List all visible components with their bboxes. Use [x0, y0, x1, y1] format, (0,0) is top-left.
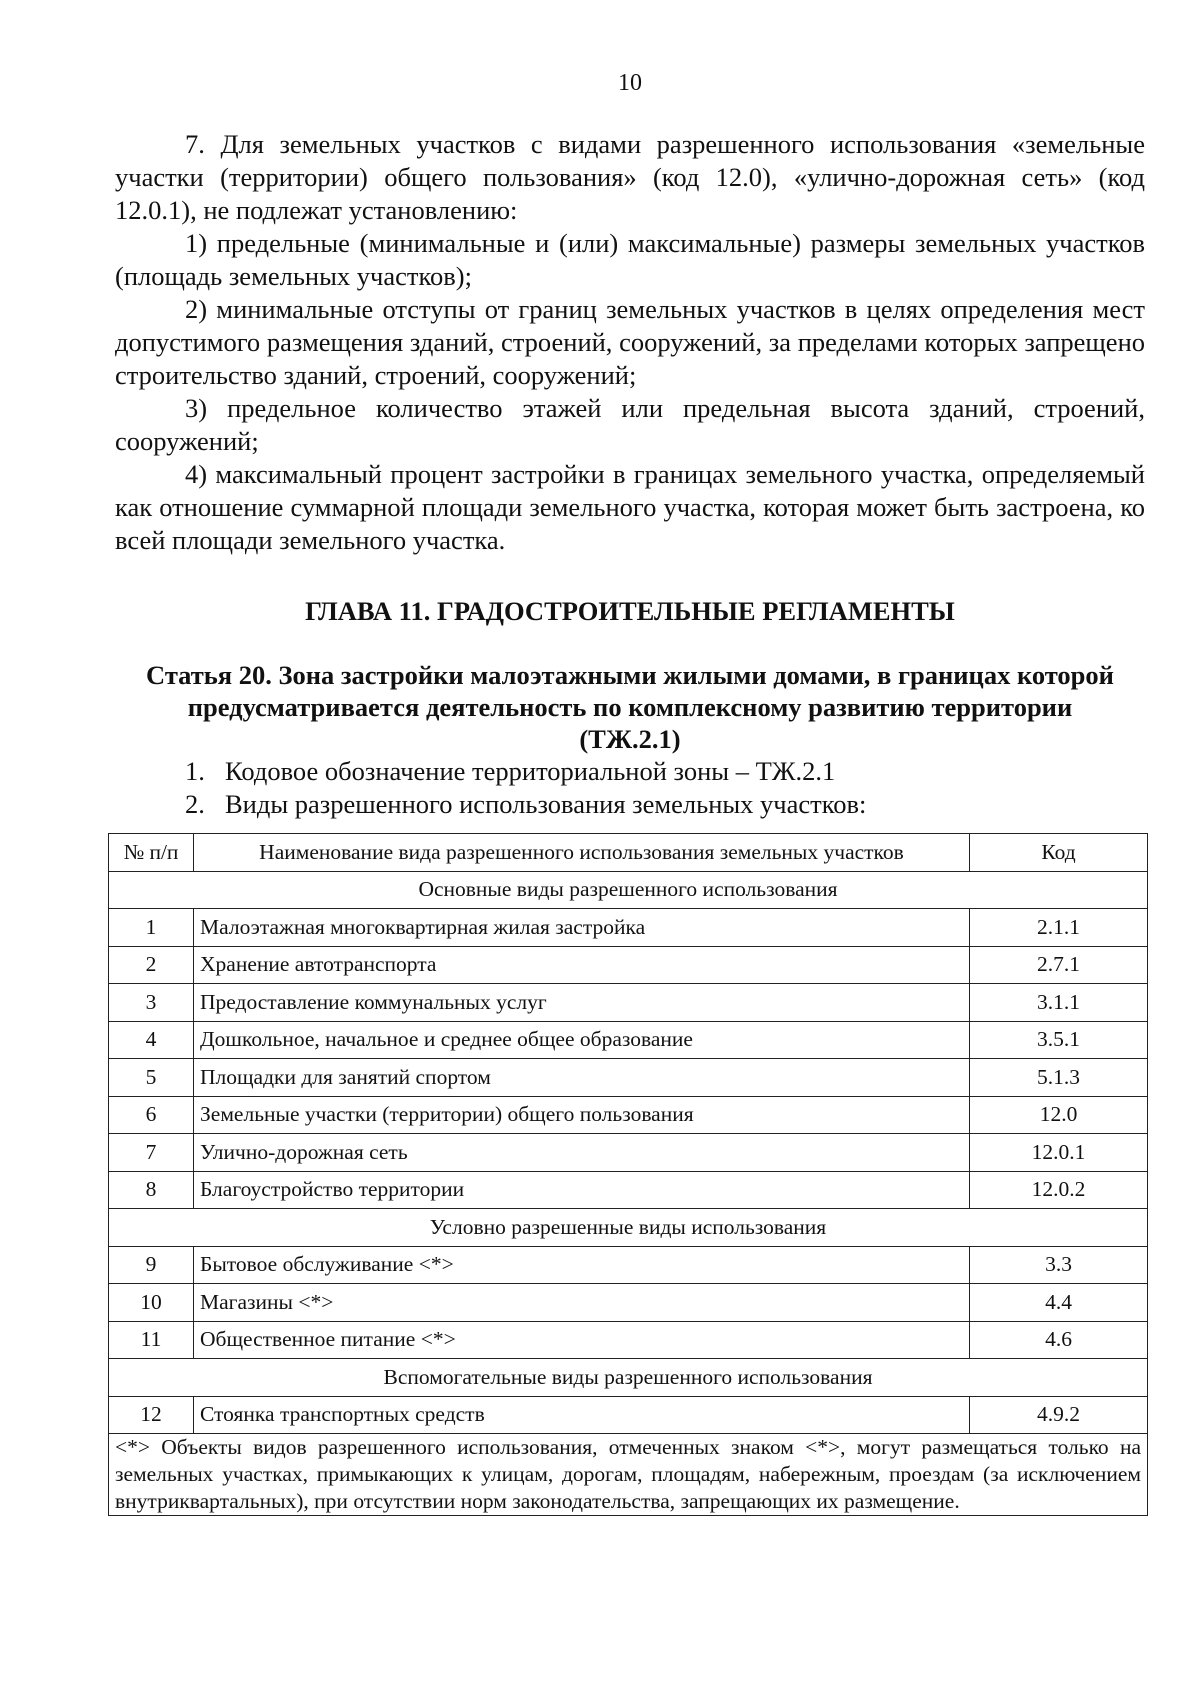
row-code: 12.0.1: [970, 1134, 1148, 1172]
header-code: Код: [970, 834, 1148, 872]
row-name: Магазины <*>: [194, 1284, 970, 1322]
header-name: Наименование вида разрешенного использования земельных участков: [194, 834, 970, 872]
list-item: [115, 788, 1145, 821]
row-code: 2.7.1: [970, 946, 1148, 984]
list-item: [115, 755, 1145, 788]
table-row: [109, 1396, 1148, 1434]
list-item-text: Кодовое обозначение территориальной зоны – ТЖ.2.1: [225, 756, 836, 786]
row-code: 4.9.2: [970, 1396, 1148, 1434]
row-code: 4.6: [970, 1321, 1148, 1359]
table-row: [109, 984, 1148, 1022]
row-name: Стоянка транспортных средств: [194, 1396, 970, 1434]
paragraph-item-7: 7. Для земельных участков с видами разрешенного использования «земельные участки (территории) общего пользования» (код 12.0), «улично-дорожная сеть» (код 12.0.1), не подлежат установлению:: [115, 129, 1145, 225]
document-body: [115, 128, 1145, 821]
list-item-number: 2.: [185, 789, 205, 819]
row-number: 3: [109, 984, 194, 1022]
row-code: 3.5.1: [970, 1021, 1148, 1059]
row-name: Площадки для занятий спортом: [194, 1059, 970, 1097]
row-code: 3.3: [970, 1246, 1148, 1284]
row-number: 6: [109, 1096, 194, 1134]
section-title: Основные виды разрешенного использования: [109, 871, 1148, 909]
row-number: 9: [109, 1246, 194, 1284]
table-footnote: <*> Объекты видов разрешенного использования, отмеченных знаком <*>, могут размещаться только на земельных участках, примыкающих к улицам, дорогам, площадям, набережным, проездам (за исключением внутриквартальных), при отсутствии норм законодательства, запрещающих их размещение.: [109, 1434, 1148, 1516]
row-code: 2.1.1: [970, 909, 1148, 947]
table-row: [109, 1021, 1148, 1059]
article-title: Статья 20. Зона застройки малоэтажными жилыми домами, в границах которой предусматривается деятельность по комплексному развитию территории (ТЖ.2.1): [146, 660, 1114, 754]
row-name: Улично-дорожная сеть: [194, 1134, 970, 1172]
row-number: 11: [109, 1321, 194, 1359]
row-code: 12.0: [970, 1096, 1148, 1134]
table-header-row: [109, 834, 1148, 872]
table-row: [109, 909, 1148, 947]
table-row: [109, 1284, 1148, 1322]
row-name: Малоэтажная многоквартирная жилая застройка: [194, 909, 970, 947]
paragraph-subitem-4: 4) максимальный процент застройки в границах земельного участка, определяемый как отношение суммарной площади земельного участка, которая может быть застроена, ко всей площади земельного участка.: [115, 459, 1145, 555]
header-number: № п/п: [109, 834, 194, 872]
land-use-table: [108, 833, 1148, 1516]
row-number: 5: [109, 1059, 194, 1097]
chapter-title: ГЛАВА 11. ГРАДОСТРОИТЕЛЬНЫЕ РЕГЛАМЕНТЫ: [305, 596, 955, 626]
row-code: 12.0.2: [970, 1171, 1148, 1209]
row-name: Бытовое обслуживание <*>: [194, 1246, 970, 1284]
section-row-conditional: [109, 1209, 1148, 1247]
row-number: 12: [109, 1396, 194, 1434]
section-row-auxiliary: [109, 1359, 1148, 1397]
table-row: [109, 1246, 1148, 1284]
list-item-text: Виды разрешенного использования земельных участков:: [225, 789, 867, 819]
row-number: 7: [109, 1134, 194, 1172]
row-number: 2: [109, 946, 194, 984]
row-name: Земельные участки (территории) общего пользования: [194, 1096, 970, 1134]
table-row: [109, 1134, 1148, 1172]
row-name: Благоустройство территории: [194, 1171, 970, 1209]
paragraph-subitem-3: 3) предельное количество этажей или предельная высота зданий, строений, сооружений;: [115, 393, 1145, 456]
paragraph-subitem-1: 1) предельные (минимальные и (или) максимальные) размеры земельных участков (площадь земельных участков);: [115, 228, 1145, 291]
row-number: 1: [109, 909, 194, 947]
paragraph-subitem-2: 2) минимальные отступы от границ земельных участков в целях определения мест допустимого размещения зданий, строений, сооружений, за пределами которых запрещено строительство зданий, строений, сооружений;: [115, 294, 1145, 390]
row-name: Общественное питание <*>: [194, 1321, 970, 1359]
table-row: [109, 1171, 1148, 1209]
row-number: 8: [109, 1171, 194, 1209]
row-number: 4: [109, 1021, 194, 1059]
list-item-number: 1.: [185, 756, 205, 786]
row-name: Предоставление коммунальных услуг: [194, 984, 970, 1022]
section-title: Вспомогательные виды разрешенного использования: [109, 1359, 1148, 1397]
section-title: Условно разрешенные виды использования: [109, 1209, 1148, 1247]
row-code: 3.1.1: [970, 984, 1148, 1022]
table-row: [109, 946, 1148, 984]
table-row: [109, 1321, 1148, 1359]
page-number: 10: [618, 70, 642, 96]
row-name: Хранение автотранспорта: [194, 946, 970, 984]
row-code: 4.4: [970, 1284, 1148, 1322]
row-number: 10: [109, 1284, 194, 1322]
table-row: [109, 1096, 1148, 1134]
footnote-row: [109, 1434, 1148, 1516]
table-row: [109, 1059, 1148, 1097]
row-code: 5.1.3: [970, 1059, 1148, 1097]
section-row-main: [109, 871, 1148, 909]
row-name: Дошкольное, начальное и среднее общее образование: [194, 1021, 970, 1059]
